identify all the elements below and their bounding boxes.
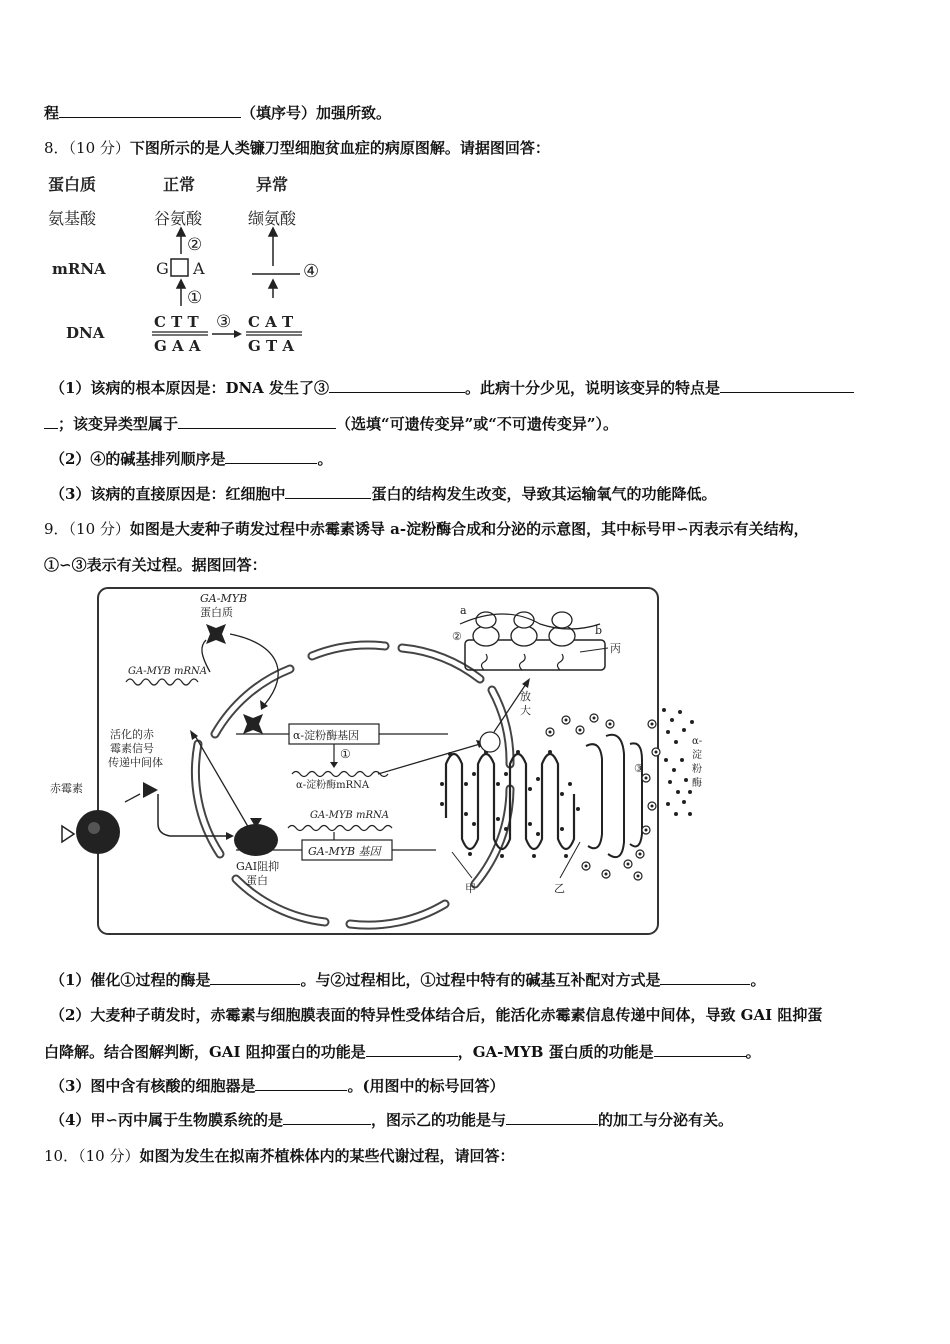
answer-blank[interactable]: [506, 1110, 598, 1125]
q9-s3: [50, 1076, 505, 1096]
q9-s2-l1: （2）大麦种子萌发时，赤霉素与细胞膜表面的特异性受体结合后，能活化赤霉素信息传递中间体，导致 GAI 阻抑蛋: [50, 1006, 823, 1024]
activated-2: 霉素信号: [110, 742, 154, 755]
row-dna: DNA: [66, 324, 105, 342]
col-normal: 正常: [163, 175, 196, 194]
amylase-mrna: α-淀粉酶mRNA: [296, 780, 370, 791]
label-b: b: [595, 624, 603, 637]
answer-blank[interactable]: [255, 1076, 347, 1091]
intermediate-triangle: [143, 782, 158, 798]
answer-blank[interactable]: [44, 414, 58, 429]
q9-s1-a: （1）催化①过程的酶是: [50, 971, 211, 989]
answer-blank[interactable]: [59, 103, 241, 118]
q7-suffix: （填序号）加强所致。: [241, 104, 392, 122]
gamyb-mrna-mid: GA-MYB mRNA: [310, 810, 389, 821]
mrna-right: A: [193, 259, 205, 278]
amylase-out-2: 淀: [692, 750, 702, 761]
answer-blank[interactable]: [225, 449, 317, 464]
q8-s1: [50, 378, 854, 398]
mark-2: ②: [187, 235, 203, 255]
gamyb-protein-2: 蛋白质: [200, 606, 233, 619]
q8-s1-b: 。此病十分少见，说明该变异的特点是: [465, 379, 721, 397]
q10-stem-text: 如图为发生在拟南芥植株体内的某些代谢过程，请回答：: [139, 1147, 515, 1165]
gamyb-protein-1: GA-MYB: [200, 592, 248, 605]
label-jia: 甲: [465, 882, 476, 895]
q7-tail-line: [44, 103, 391, 123]
enlarge-2: 大: [520, 704, 531, 717]
gamyb-protein-shape: [206, 624, 226, 644]
fig9-mark2: ②: [452, 630, 462, 643]
q9-s1-b: 。与②过程相比，①过程中特有的碱基互补配对方式是: [300, 971, 661, 989]
q7-prefix: 程: [44, 104, 60, 122]
col-abnormal: 异常: [256, 175, 289, 194]
q10-stem: [44, 1146, 514, 1166]
gamyb-mrna-wave-top: [126, 679, 198, 685]
gamyb-gene: GA-MYB 基因: [308, 845, 381, 858]
gai-protein: [234, 824, 278, 856]
dna-abnormal-bottom: G T A: [248, 337, 295, 355]
q10-score: （10 分）: [78, 1147, 140, 1165]
q8-s2: [50, 449, 332, 469]
row-mrna: mRNA: [52, 260, 106, 278]
q9-s2-l2c: 。: [745, 1043, 761, 1061]
q9-s2-l2b: ，GA-MYB 蛋白质的功能是: [457, 1043, 654, 1061]
q8-s1-a: （1）该病的根本原因是：DNA 发生了③: [50, 379, 330, 397]
q9-s3-a: （3）图中含有核酸的细胞器是: [50, 1077, 256, 1095]
q9-s1-c: 。: [750, 971, 766, 989]
q9-score: （10 分）: [68, 520, 130, 538]
mrna-left: G: [156, 259, 169, 278]
q9-number: 9．: [44, 520, 69, 538]
amylase-gene: α-淀粉酶基因: [293, 729, 360, 742]
q9-stem1: 如图是大麦种子萌发过程中赤霉素诱导 a-淀粉酶合成和分泌的示意图，其中标号甲∽丙表示有关结构，: [129, 520, 809, 538]
normal-amino: 谷氨酸: [154, 209, 203, 228]
q8-score: （10 分）: [68, 139, 130, 157]
answer-blank[interactable]: [720, 378, 854, 393]
q8-s3-b: 蛋白的结构发生改变，导致其运输氧气的功能降低。: [371, 485, 717, 503]
enlarge-1: 放: [520, 690, 531, 703]
q9-stem-line2: [44, 555, 267, 575]
answer-blank[interactable]: [660, 970, 750, 985]
mark-3: ③: [216, 312, 232, 332]
amylase-out-3: 粉: [692, 764, 702, 775]
amylase-out-4: 酶: [692, 778, 702, 789]
q9-s2-line2: [44, 1042, 761, 1062]
gai-2: 蛋白: [246, 874, 268, 887]
fig9-mark1: ①: [340, 747, 351, 761]
q9-s2-line1: [50, 1005, 822, 1025]
gamyb-mrna-top: GA-MYB mRNA: [128, 666, 207, 677]
gibberellin-label: 赤霉素: [50, 782, 83, 795]
label-a: a: [460, 604, 467, 617]
q8-s1-c: ；该变异类型属于: [58, 415, 179, 433]
q9-s4: [50, 1110, 733, 1130]
abnormal-amino: 缬氨酸: [248, 209, 297, 228]
row-amino: 氨基酸: [48, 209, 97, 228]
mark-1: ①: [187, 288, 203, 308]
q9-s1: [50, 970, 765, 990]
answer-blank[interactable]: [366, 1042, 458, 1057]
q8-stem: [44, 138, 550, 158]
q8-s1-cont: [44, 414, 618, 434]
q8-s1-d: （选填“可遗传变异”或“不可遗传变异”）。: [336, 415, 619, 433]
q9-s4-c: 的加工与分泌有关。: [598, 1111, 734, 1129]
q9-s4-a: （4）甲∽丙中属于生物膜系统的是: [50, 1111, 284, 1129]
mark-4: ④: [303, 261, 320, 282]
mrna-blank-box: [171, 259, 188, 276]
q9-s3-b: 。(用图中的标号回答）: [347, 1077, 505, 1095]
q9-stem2: ①∽③表示有关过程。据图回答：: [44, 556, 267, 574]
fig9-mark3: ③: [634, 762, 644, 775]
rough-er: [446, 754, 574, 849]
q9-s2-l2a: 白降解。结合图解判断，GAI 阻抑蛋白的功能是: [44, 1043, 366, 1061]
dna-normal-top: C T T: [154, 313, 199, 331]
answer-blank[interactable]: [210, 970, 300, 985]
secreted-amylase: [662, 708, 694, 816]
answer-blank[interactable]: [285, 484, 371, 499]
gibberellin-triangle: [62, 826, 74, 842]
answer-blank[interactable]: [283, 1110, 371, 1125]
barley-amylase-diagram: [40, 584, 730, 946]
label-bing: 丙: [610, 642, 621, 655]
q8-s2-b: 。: [317, 450, 333, 468]
label-yi: 乙: [554, 882, 565, 895]
gamyb-protein-bound: [243, 714, 263, 734]
q8-s3-a: （3）该病的直接原因是：红细胞中: [50, 485, 286, 503]
col-protein: 蛋白质: [48, 175, 97, 194]
dna-normal-bottom: G A A: [154, 337, 201, 355]
dna-abnormal-top: C A T: [248, 313, 294, 331]
golgi: [586, 735, 642, 857]
sickle-cell-diagram: [40, 170, 340, 360]
amylase-out-1: α-: [692, 736, 703, 747]
q10-number: 10．: [44, 1147, 79, 1165]
q9-s4-b: ，图示乙的功能是与: [371, 1111, 507, 1129]
q8-number: 8．: [44, 139, 69, 157]
activated-1: 活化的赤: [110, 728, 154, 741]
answer-blank[interactable]: [329, 378, 465, 393]
q8-stem-text: 下图所示的是人类镰刀型细胞贫血症的病原图解。请据图回答：: [129, 139, 550, 157]
answer-blank[interactable]: [178, 414, 336, 429]
q9-stem-line1: [44, 519, 809, 539]
answer-blank[interactable]: [654, 1042, 746, 1057]
activated-3: 传递中间体: [108, 756, 163, 769]
gai-1: GAI阻抑: [236, 860, 280, 873]
q8-s2-a: （2）④的碱基排列顺序是: [50, 450, 226, 468]
q8-s3: [50, 484, 716, 504]
